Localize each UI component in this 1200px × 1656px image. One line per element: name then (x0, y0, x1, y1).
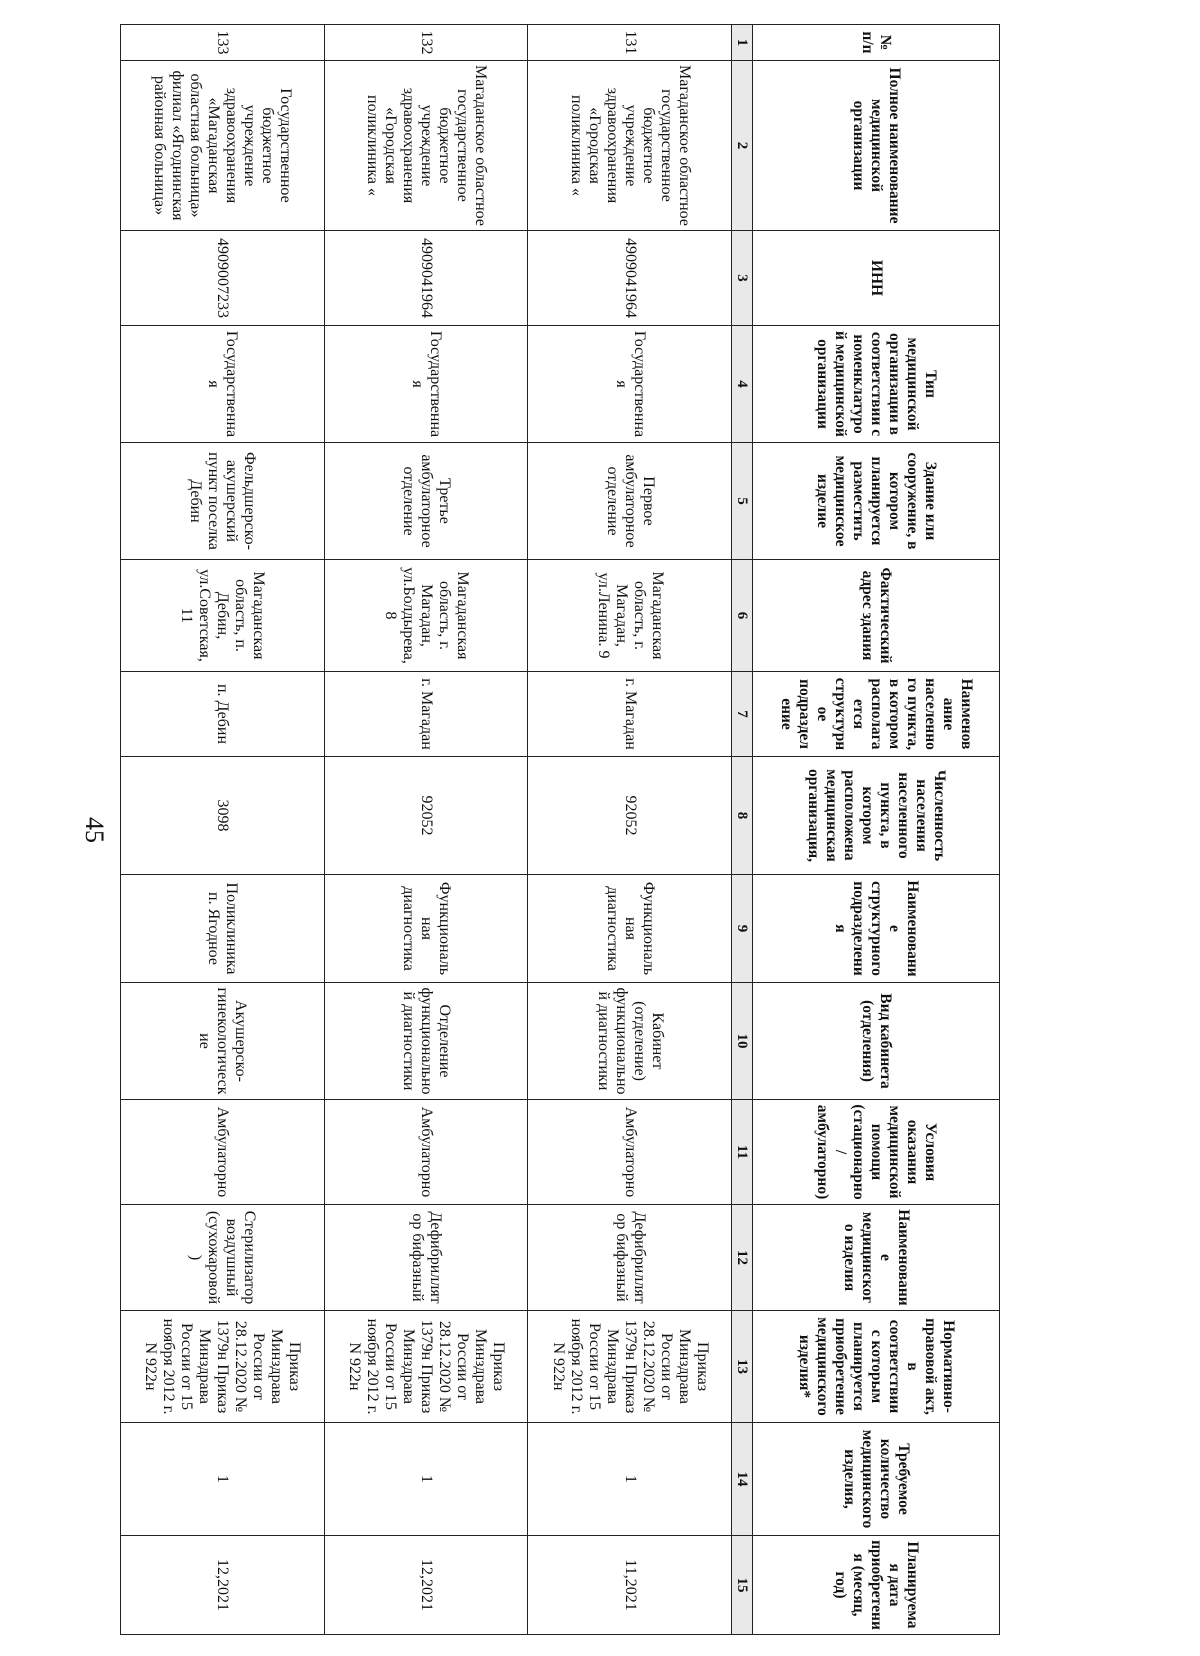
locality-cell: г. Магадан (324, 672, 528, 757)
column-number: 3 (732, 231, 753, 326)
header-cell: Численность населения населенного пункта, в котором расположена медицинская организация, (753, 757, 1000, 875)
column-number: 7 (732, 672, 753, 757)
rotated-page (120, 24, 1000, 1634)
column-number: 9 (732, 875, 753, 983)
page-number: 45 (80, 817, 109, 843)
legal-act-cell: Приказ Минздрава России от 28.12.2020 № 1379н Приказ Минздрава России от 15 ноября 2012 г. N 922н (324, 1311, 528, 1423)
row-number: 132 (324, 25, 528, 61)
org-name-cell: Магаданское областное государственное бюджетное учреждение здравоохранения «Городская поликлиника « (324, 61, 528, 231)
column-number-row (732, 25, 753, 1635)
address-cell: Магаданская область, г. Магадан, ул.Ленина. 9 (528, 560, 732, 672)
header-cell: ИНН (753, 231, 1000, 326)
equipment-table (120, 24, 1000, 1635)
column-number: 15 (732, 1536, 753, 1635)
date-cell: 12,2021 (121, 1536, 325, 1635)
building-cell: Фельдшерско-акушерский пункт поселка Дебин (121, 443, 325, 560)
address-cell: Магаданская область, п. Дебин, ул.Советская, 11 (121, 560, 325, 672)
conditions-cell: Амбулаторно (121, 1100, 325, 1205)
population-cell: 92052 (324, 757, 528, 875)
column-number: 10 (732, 983, 753, 1100)
conditions-cell: Амбулаторно (324, 1100, 528, 1205)
address-cell: Магаданская область, г. Магадан, ул.Болдырева, 8 (324, 560, 528, 672)
device-cell: Дефибриллят ор бифазный (528, 1205, 732, 1311)
column-number: 6 (732, 560, 753, 672)
row-number: 131 (528, 25, 732, 61)
header-cell: Планируемая дата приобретения (месяц, год) (753, 1536, 1000, 1635)
header-cell: Наименование структурного подразделения (753, 875, 1000, 983)
column-number: 5 (732, 443, 753, 560)
header-cell: № п/п (753, 25, 1000, 61)
header-cell: Тип медицинской организации в соответствии с номенклатурой медицинской организации (753, 326, 1000, 443)
unit-cell: Поликлиника п. Ягодное (121, 875, 325, 983)
date-cell: 12,2021 (324, 1536, 528, 1635)
cabinet-cell: Отделение функционально й диагностики (324, 983, 528, 1100)
cabinet-cell: Акушерско-гинекологическ ие (121, 983, 325, 1100)
header-cell: Нормативно-правовой акт, в соответствии с которым планируется приобретение медицинского изделия* (753, 1311, 1000, 1423)
header-cell: Здание или сооружение, в котором планируется разместить медицинское изделие (753, 443, 1000, 560)
header-cell: Полное наименование медицинской организации (753, 61, 1000, 231)
column-number: 11 (732, 1100, 753, 1205)
cabinet-cell: Кабинет (отделение) функционально й диагностики (528, 983, 732, 1100)
header-cell: Наименование населенного пункта, в котором располагается структурное подразделение (753, 672, 1000, 757)
legal-act-cell: Приказ Минздрава России от 28.12.2020 № 1379н Приказ Минздрава России от 15 ноября 2012 г. N 922н (528, 1311, 732, 1423)
org-name-cell: Государственное бюджетное учреждение здравоохранения «Магаданская областная больница» филиал «Ягоднинская районная больница» (121, 61, 325, 231)
header-row (753, 25, 1000, 1635)
org-type-cell: Государственная (121, 326, 325, 443)
building-cell: Первое амбулаторное отделение (528, 443, 732, 560)
column-number: 14 (732, 1423, 753, 1536)
column-number: 4 (732, 326, 753, 443)
unit-cell: Функциональ ная диагностика (324, 875, 528, 983)
column-number: 12 (732, 1205, 753, 1311)
conditions-cell: Амбулаторно (528, 1100, 732, 1205)
inn-cell: 4909007233 (121, 231, 325, 326)
building-cell: Третье амбулаторное отделение (324, 443, 528, 560)
population-cell: 3098 (121, 757, 325, 875)
locality-cell: г. Магадан (528, 672, 732, 757)
header-cell: Условия оказания медицинской помощи (стационарно/амбулаторно) (753, 1100, 1000, 1205)
quantity-cell: 1 (121, 1423, 325, 1536)
locality-cell: п. Дебин (121, 672, 325, 757)
legal-act-cell: Приказ Минздрава России от 28.12.2020 № 1379н Приказ Минздрава России от 15 ноября 2012 г. N 922н (121, 1311, 325, 1423)
device-cell: Стерилизатор воздушный (сухожаровой ) (121, 1205, 325, 1311)
header-cell: Наименование медицинского изделия (753, 1205, 1000, 1311)
column-number: 1 (732, 25, 753, 61)
header-cell: Вид кабинета (отделения) (753, 983, 1000, 1100)
table-row (528, 25, 732, 1635)
org-name-cell: Магаданское областное государственное бюджетное учреждение здравоохранения «Городская поликлиника « (528, 61, 732, 231)
quantity-cell: 1 (324, 1423, 528, 1536)
device-cell: Дефибриллят ор бифазный (324, 1205, 528, 1311)
column-number: 2 (732, 61, 753, 231)
header-cell: Требуемое количество медицинского изделия, (753, 1423, 1000, 1536)
date-cell: 11,2021 (528, 1536, 732, 1635)
inn-cell: 4909041964 (324, 231, 528, 326)
column-number: 8 (732, 757, 753, 875)
header-cell: Фактический адрес здания (753, 560, 1000, 672)
inn-cell: 4909041964 (528, 231, 732, 326)
org-type-cell: Государственная (324, 326, 528, 443)
population-cell: 92052 (528, 757, 732, 875)
table-row (324, 25, 528, 1635)
quantity-cell: 1 (528, 1423, 732, 1536)
row-number: 133 (121, 25, 325, 61)
table-row (121, 25, 325, 1635)
org-type-cell: Государственная (528, 326, 732, 443)
column-number: 13 (732, 1311, 753, 1423)
unit-cell: Функциональ ная диагностика (528, 875, 732, 983)
